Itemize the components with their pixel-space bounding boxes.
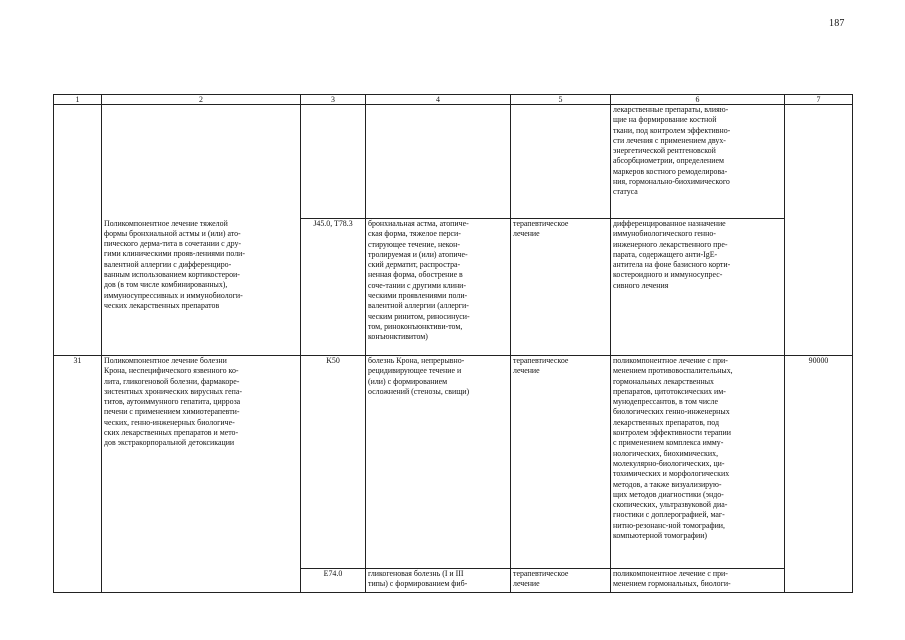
icd-code-cell [301,105,366,219]
patient-model-cell: бронхиальная астма, атопиче- ская форма, тяжелое перси- стирующее течение, некон- тролируемая и (или) атопиче- ский дерматит, распростра- ненная форма, обострение в соче-тании с другими клини- ческими проявлениями поли- валентной аллергии (аллерги- ческим ринитом, риносинуси- том, риноконъюнктиви-том, конъюнктивитом) [366,219,511,356]
patient-model-cell: болезнь Крона, непрерывно- рецидивирующее течение и (или) с формированием осложнений (стенозы, свищи) [366,356,511,569]
treatment-table [53,94,853,593]
column-number-row [54,95,853,105]
treatment-name-cell: Поликомпонентное лечение болезни Крона, неспецифического язвенного ко- лита, гликогеновой болезни, фармакоре- зистентных хронических вирусных гепа- титов, аутоиммунного гепатита, цирроза печени с применением химиотерапевти- ческих, генно-инженерных биологиче- ских лекарственных препаратов и мето- дов экстракорпоральной детоксикации [102,356,301,569]
row-number-cell: 31 [54,356,102,569]
column-number-4: 4 [366,95,511,105]
cost-cell [785,569,853,593]
column-number-1: 1 [54,95,102,105]
column-number-5: 5 [511,95,611,105]
treatment-name-cell [102,569,301,593]
patient-model-cell: гликогеновая болезнь (I и III типы) с формированием фиб- [366,569,511,593]
column-number-3: 3 [301,95,366,105]
treatment-type-cell [511,105,611,219]
icd-code-cell: E74.0 [301,569,366,593]
icd-code-cell: K50 [301,356,366,569]
column-number-7: 7 [785,95,853,105]
treatment-method-cell: дифференцированное назначение иммунобиологического генно- инженерного лекарственного пре- парата, содержащего анти-IgE- антитела на фоне базисного корти- костероидного и иммуносупрес- сивного лечения [611,219,785,356]
table-row [54,569,853,593]
column-number-6: 6 [611,95,785,105]
treatment-method-cell: поликомпонентное лечение с при- менением противовоспалительных, гормональных лекарственных препаратов, цитотоксических им- мунодепрессантов, в том числе биологических генно-инженерных лекарственных препаратов, под контролем эффективности терапии с применением комплекса имму- нологических, биохимических, молекулярно-биологических, ци- тохимических и морфологических методов, а также визуализирую- щих методов диагностики (эндо- скопических, ультразвуковой диа- гностики с доплерографией, маг- нитно-резонанс-ной томографии, компьютерной томографии) [611,356,785,569]
table-row [54,105,853,219]
treatment-method-cell: лекарственные препараты, влияю- щие на формирование костной ткани, под контролем эффективно- сти лечения с применением двух- энергетической рентгеновской абсорбциометрии, определением маркеров костного ремоделирова- ния, гормонально-биохимического статуса [611,105,785,219]
treatment-type-cell: терапевтическое лечение [511,356,611,569]
icd-code-cell: J45.0, T78.3 [301,219,366,356]
cost-cell [785,219,853,356]
cost-cell: 90000 [785,356,853,569]
page-number: 187 [829,18,845,29]
cost-cell [785,105,853,219]
column-number-2: 2 [102,95,301,105]
patient-model-cell [366,105,511,219]
treatment-type-cell: терапевтическое лечение [511,569,611,593]
treatment-method-cell: поликомпонентное лечение с при- менением гормональных, биологи- [611,569,785,593]
treatment-name-cell [102,105,301,219]
table-row [54,219,853,356]
treatment-name-cell: Поликомпонентное лечение тяжелой формы бронхиальной астмы и (или) ато- пического дерма-тита в сочетании с дру- гими клиническими прояв-лениями поли- валентной аллергии с дифференциро- ванным использованием кортикостерои- дов (в том числе комбинированных), иммуносупрессивных и иммунобиологи- ческих лекарственных препаратов [102,219,301,356]
row-number-cell [54,569,102,593]
row-number-cell [54,105,102,219]
treatment-type-cell: терапевтическое лечение [511,219,611,356]
row-number-cell [54,219,102,356]
table-row [54,356,853,569]
